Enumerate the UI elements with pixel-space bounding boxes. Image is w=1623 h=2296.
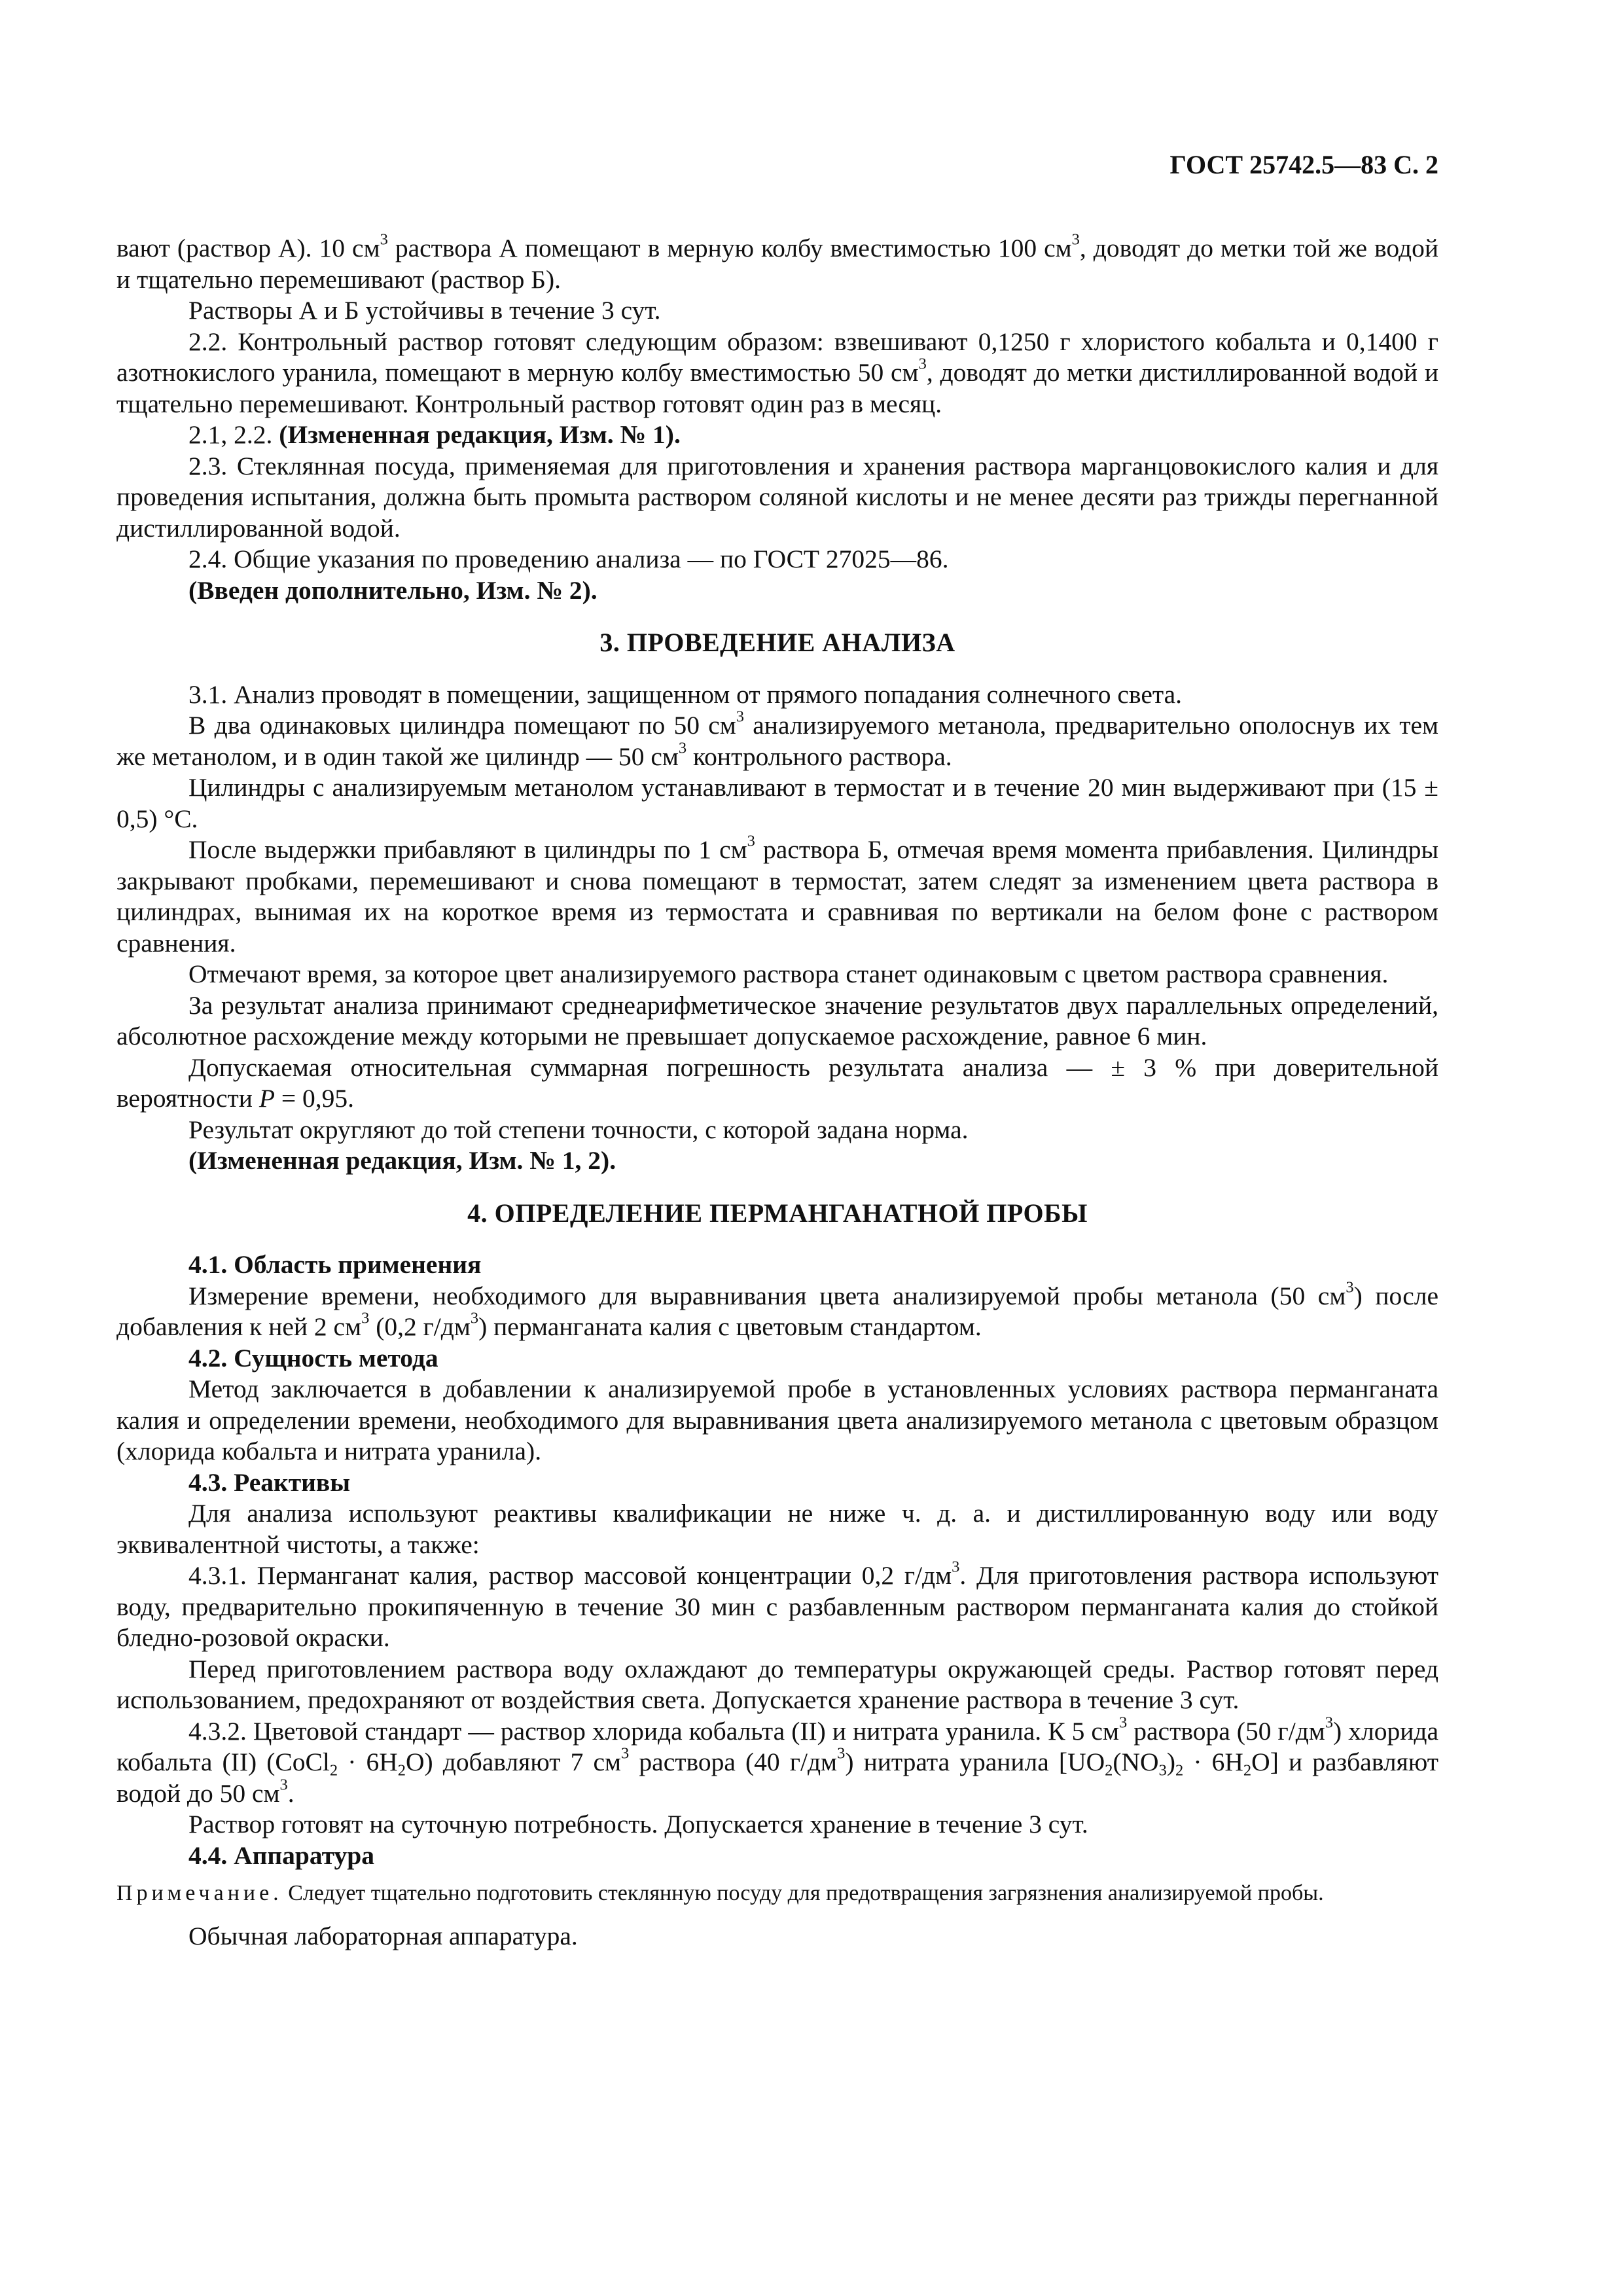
paragraph: Растворы А и Б устойчивы в течение 3 сут.: [188, 296, 661, 325]
paragraph: В два одинаковых цилиндра помещают по 50 $см^3$ анализируемого метанола, предварительно ополоснув их тем же метанолом, и в один такой же цилиндр — 50 $см^3$ контрольного раствора.: [116, 708, 1438, 771]
subsection-heading: 4.2. Сущность метода: [188, 1343, 438, 1372]
paragraph: Результат округляют до той степени точности, с которой задана норма.: [188, 1115, 969, 1144]
paragraph: вают (раствор А). 10 $см^3$ раствора А помещают в мерную колбу вместимостью 100 $см^3$, доводят до метки той же водой и тщательно перемешивают (раствор Б).: [116, 230, 1438, 294]
paragraph: Обычная лабораторная аппаратура.: [188, 1922, 578, 1950]
paragraph: 4.3.1. Перманганат калия, раствор массовой концентрации 0,2 $г/дм^3$. Для приготовления раствора используют воду, предварительно прокипяченную в течение 30 мин с разбавленным раствором перманганата калия до стойкой бледно-розовой окраски.: [116, 1558, 1438, 1652]
section-heading-4: 4. ОПРЕДЕЛЕНИЕ ПЕРМАНГАНАТНОЙ ПРОБЫ: [467, 1198, 1088, 1228]
page-header: ГОСТ 25742.5—83 С. 2: [1169, 150, 1438, 179]
document-body: [116, 230, 1438, 1952]
paragraph: 3.1. Анализ проводят в помещении, защищенном от прямого попадания солнечного света.: [188, 679, 1183, 709]
paragraph: 2.2. Контрольный раствор готовят следующим образом: взвешивают 0,1250 г хлористого кобальта и 0,1400 г азотнокислого уранила, помещают в мерную колбу вместимостью 50 $см^3$, доводят до метки дистиллированной водой и тщательно перемешивают. Контрольный раствор готовят один раз в месяц.: [116, 327, 1438, 418]
paragraph: 2.3. Стеклянная посуда, применяемая для приготовления и хранения раствора марганцовокислого калия и для проведения испытания, должна быть промыта раствором соляной кислоты и не менее десяти раз трижды перегнанной дистиллированной водой.: [116, 451, 1438, 543]
paragraph: Для анализа используют реактивы квалификации не ниже ч. д. а. и дистиллированную воду или воду эквивалентной чистоты, а также:: [116, 1499, 1438, 1559]
paragraph: За результат анализа принимают среднеарифметическое значение результатов двух параллельных определений, абсолютное расхождение между которыми не превышает допускаемое расхождение, равное 6 мин.: [116, 990, 1438, 1050]
paragraph: Отмечают время, за которое цвет анализируемого раствора станет одинаковым с цветом раствора сравнения.: [188, 960, 1389, 988]
amendment-note: 2.1, 2.2. (Измененная редакция, Изм. № 1).: [188, 420, 681, 449]
amendment-note: (Введен дополнительно, Изм. № 2).: [188, 575, 597, 605]
note: Примечание. Следует тщательно подготовить стеклянную посуду для предотвращения загрязнения анализируемой пробы.: [116, 1881, 1324, 1905]
subsection-heading: 4.1. Область применения: [188, 1250, 482, 1279]
section-heading-3: 3. ПРОВЕДЕНИЕ АНАЛИЗА: [599, 628, 955, 657]
note-label: Примечание.: [116, 1881, 283, 1905]
paragraph: Метод заключается в добавлении к анализируемой пробе в установленных условиях раствора перманганата калия и определении времени, необходимого для выравнивания цвета анализируемого метанола с цветовым образцом (хлорида кобальта и нитрата уранила).: [116, 1374, 1438, 1465]
paragraph: После выдержки прибавляют в цилиндры по 1 $см^3$ раствора Б, отмечая время момента прибавления. Цилиндры закрывают пробками, перемешивают и снова помещают в термостат, затем следят за изменением цвета раствора в цилиндрах, вынимая их на короткое время из термостата и сравнивая по вертикали на белом фоне с раствором сравнения.: [116, 832, 1438, 958]
paragraph: 4.3.2. Цветовой стандарт — раствор хлорида кобальта (II) и нитрата уранила. К 5 $см^3$ раствора (50 $г/дм^3$) хлорида кобальта (II) (CoCl$_2$ · $6H_2O$) добавляют 7 $см^3$ раствора (40 $г/дм^3$) нитрата уранила $[UO_2(NO_3)_2 \cdot 6H_2O]$ и разбавляют водой до 50 $см^3$.: [116, 1713, 1438, 1808]
subsection-heading: 4.4. Аппаратура: [188, 1840, 374, 1870]
paragraph: 2.4. Общие указания по проведению анализа — по ГОСТ 27025—86.: [188, 545, 949, 573]
paragraph: Раствор готовят на суточную потребность. Допускается хранение в течение 3 сут.: [188, 1810, 1088, 1839]
amendment-note: (Измененная редакция, Изм. № 1, 2).: [188, 1146, 616, 1175]
paragraph: Измерение времени, необходимого для выравнивания цвета анализируемой пробы метанола (50 $см^3$) после добавления к ней 2 $см^3$ (0,2 $г/дм^3$) перманганата калия с цветовым стандартом.: [116, 1278, 1438, 1341]
subsection-heading: 4.3. Реактивы: [188, 1467, 351, 1497]
paragraph: Допускаемая относительная суммарная погрешность результата анализа — ± 3 % при доверительной вероятности P = 0,95.: [116, 1052, 1438, 1113]
paragraph: Перед приготовлением раствора воду охлаждают до температуры окружающей среды. Раствор готовят перед использованием, предохраняют от воздействия света. Допускается хранение раствора в течение 3 сут.: [116, 1654, 1438, 1714]
paragraph: Цилиндры с анализируемым метанолом устанавливают в термостат и в течение 20 мин выдерживают при (15 ± 0,5) °С.: [116, 773, 1438, 833]
